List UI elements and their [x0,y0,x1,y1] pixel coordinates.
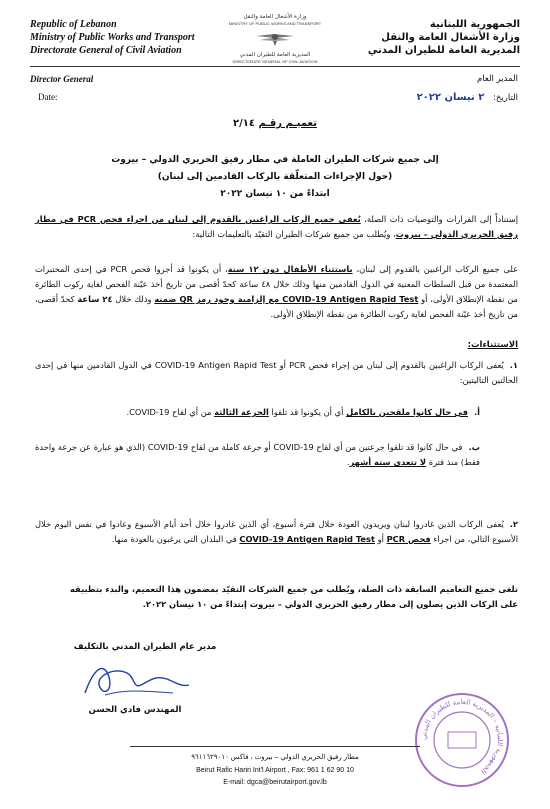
exception-1a [35,405,480,420]
header-ar-line-1: الجمهورية اللبنانية [429,19,520,30]
header-center-en-top: MINISTRY OF PUBLIC WORKS AND TRANSPORT [228,21,322,26]
header-en-line-3: Directorate General of Civil Aviation [30,45,182,56]
exception-1-number: ١. [509,360,518,370]
memo-title [0,118,550,129]
signatory-name: المهندس فادي الحسن [88,705,182,715]
date-label-en: Date: [38,92,58,102]
exception-1b-text-b: لا تتعدى ستة أشهر [349,457,427,467]
header-center-ar-bottom: المديرية العامة للطيران المدني [239,52,311,58]
header-left-en [30,18,200,57]
official-stamp [412,690,512,790]
director-general-label-ar: المدير العام [477,74,518,84]
date-row-ar [411,92,518,103]
director-general-label-en: Director General [30,74,94,84]
exception-1b-letter: ب. [468,442,480,452]
req-text-g: كحدّ أقصى، من تاريخ أخذ عيّنة الفحص لغاية ركوب الطائرة من نقطة الإنطلاق الأولى. [35,294,518,319]
memo-title-label: تعميـم رقـم [258,118,317,129]
recipients-line-2: (حول الإجراءات المتعلّقة بالركاب القادمين إلى لبنان) [157,172,393,182]
req-text-f: ٢٤ ساعة [77,294,113,304]
header-center-ar-top: وزارة الأشغال العامة والنقل [243,14,307,20]
footer-divider [130,746,420,747]
header-en-line-2: Ministry of Public Works and Transport [30,32,195,43]
intro-text-b: يُعفى جميع الركاب الراغبين بالقدوم إلى لبنان من اجراء فحص PCR في مطار رفيق الحريري الدولي – بيروت [35,214,518,239]
header-ar-line-2: وزارة الأشغال العامة والنقل [381,32,520,43]
intro-text-a: إستناداً إلى القرارات والتوصيات ذات الصلة، [360,214,519,224]
exception-1 [35,358,518,388]
footer-email: E-mail: dgca@beirutairport.gov.lb [223,779,327,786]
header-center-en-bottom: DIRECTORATE GENERAL OF CIVIL AVIATION [232,59,318,64]
exception-2 [35,517,518,547]
exception-2-text-a: يُعفى الركاب الذين غادروا لبنان ويريدون العودة خلال فترة أسبوع، أي الذين غادروا خلال أحد أيام الأسبوع وعادوا في نفس اليوم خلال الأسبوع التالي، من اجراء [35,519,518,544]
date-label-ar: التاريخ: [493,93,518,103]
paragraph-intro [35,212,518,242]
recipients-line-3: ابتداءً من ١٠ نيسان ٢٠٢٢ [220,189,330,199]
req-text-a: على جميع الركاب الراغبين بالقدوم إلى لبنان، [352,264,519,274]
handwritten-signature [75,655,195,705]
req-text-c: ، أن يكونوا قد أجروا فحص PCR في إحدى المختبرات المعتمدة من قبل السلطات المعنية في الدول القادمين منها وذلك خلال ٤٨ ساعة كحدّ أقصى من تاريخ أخذ عيّنة الفحص لغاية ركوب الطائرة من نقطة الإنطلاق الأولى، أو [35,264,519,304]
header-emblem-block [225,14,325,65]
header-en-line-1: Republic of Lebanon [30,19,117,30]
header-divider [30,66,520,67]
recipients-block [60,152,490,203]
exception-2-text-b: فحص PCR [386,534,431,544]
footer-address-ar: مطار رفيق الحريري الدولي – بيروت ، فاكس ٩٦١١٦٢٩٠١٠ [191,754,359,761]
req-text-e: وذلك خلال [112,294,155,304]
signatory-title: مدير عام الطيران المدني بالتكليف [73,642,217,652]
exception-1-text: يُعفى الركاب الراغبين بالقدوم إلى لبنان من إجراء فحص PCR أو COVID-19 Antigen Rapid Test في الدول القادمين منها في إحدى الحالتين التاليتين: [35,360,518,385]
footer-address-en: Beirut Rafic Hariri Int'l Airport , Fax: 961 1 62 90 10 [196,767,354,774]
exception-1a-text-d: من أي لقاح COVID-19. [126,407,215,417]
exception-2-text-e: في البلدان التي يرغبون بالعودة منها. [111,534,240,544]
exception-1a-text-b: أي أن يكونوا قد تلقوا [268,407,347,417]
exception-1a-text-a: في حال كانوا ملقحين بالكامل [346,407,468,417]
exception-1a-letter: أ. [474,407,480,417]
exception-2-number: ٢. [509,519,518,529]
exception-2-text-c: أو [374,534,387,544]
paragraph-requirements [35,262,518,322]
recipients-line-1: إلى جميع شركات الطيران العاملة في مطار رفيق الحريري الدولي – بيروت [111,155,439,165]
req-text-d: COVID-19 Antigen Rapid Test مع إلزامية وجود رمز QR ضمنه [154,294,419,304]
handwritten-date: ٢ نيسان ٢٠٢٢ [416,92,485,103]
aviation-emblem-icon [254,28,296,48]
exception-1b-text-a: في حال كانوا قد تلقوا جرعتين من أي لقاح COVID-19 أو جرعة كاملة من لقاح COVID-19 (الذي هو عبارة عن جرعة واحدة فقط) منذ فترة [35,442,480,467]
header-ar-line-3: المديرية العامة للطيران المدني [367,45,520,56]
closing-paragraph: تلغى جميع التعاميم السابقة ذات الصلة، ويُطلب من جميع الشركات التقيّد بمضمون هذا التعميم، والبدء بتطبيقه على الركاب الذين يصلون إلى مطار رفيق الحريري الدولي – بيروت إبتداءً من ١٠ نيسان ٢٠٢٢. [70,584,518,609]
header-right-ar [360,18,520,57]
req-text-b: باستثناء الأطفال دون ١٢ سنة [227,264,353,274]
exceptions-heading: الاستثناءات: [467,340,518,350]
stamp-ring-text [420,698,504,776]
exception-2-text-d: COVID-19 Antigen Rapid Test [239,534,375,544]
stamp-ring-textpath: الجمهورية اللبنانية – المديرية العامة للطيران المدني [419,697,505,776]
intro-text-c: ، ويُطلب من جميع شركات الطيران التقيّد بالتعليمات التالية: [192,229,396,239]
exception-1b [35,440,480,470]
exception-1a-text-c: الجرعة الثالثة [214,407,269,417]
exception-1b-text-c: . [346,457,350,467]
memo-number: ٢/١٤ [233,118,255,129]
